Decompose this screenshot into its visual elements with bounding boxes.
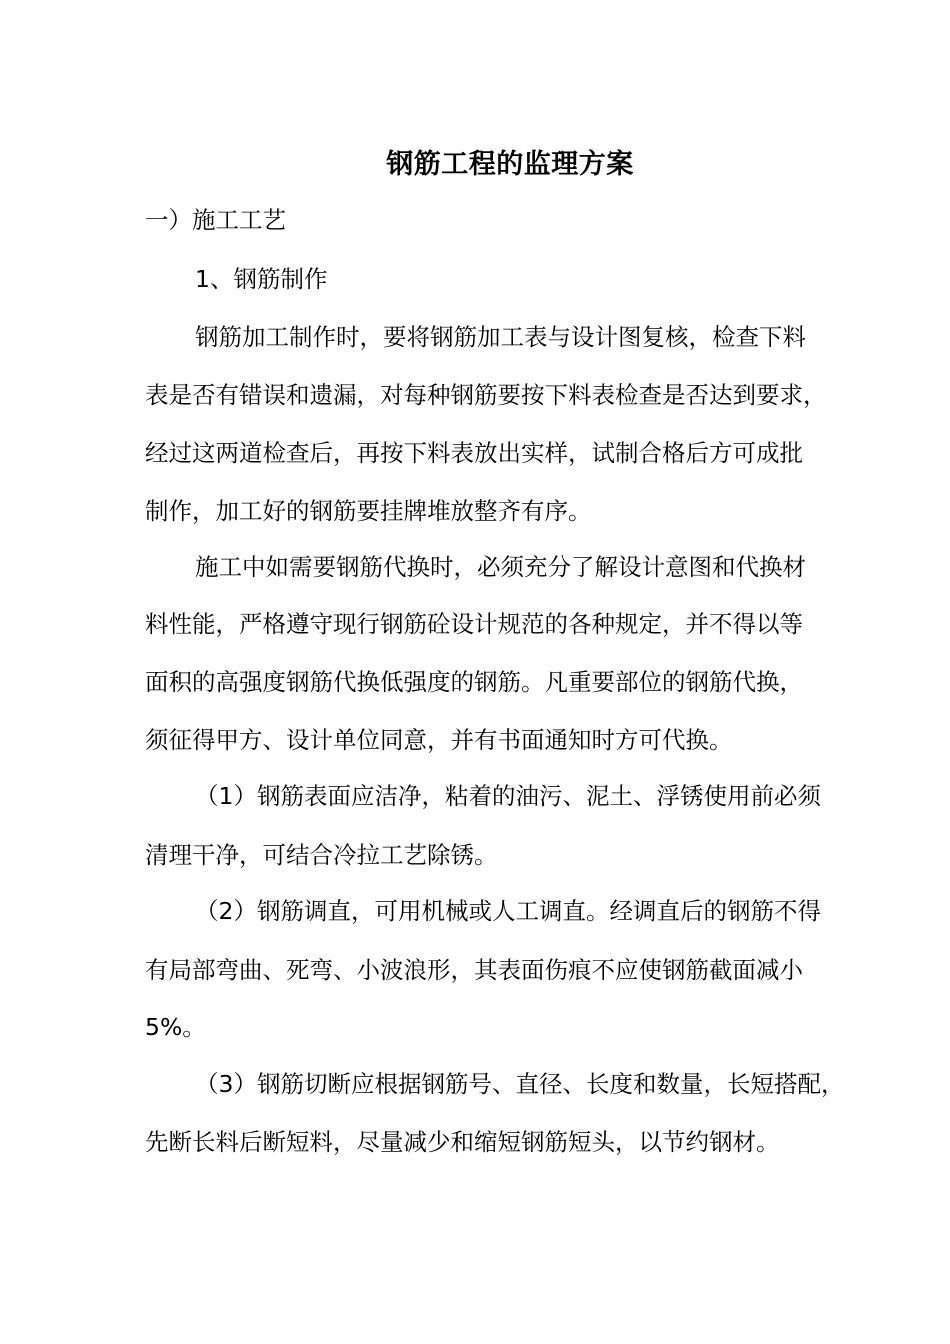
paragraph-line: 钢筋加工制作时，要将钢筋加工表与设计图复核，检查下料: [195, 323, 806, 351]
paragraph-line: 经过这两道检查后，再按下料表放出实样，试制合格后方可成批: [145, 439, 803, 467]
list-item-line: 有局部弯曲、死弯、小波浪形，其表面伤痕不应使钢筋截面减小: [145, 956, 803, 984]
paragraph-line: 施工中如需要钢筋代换时，必须充分了解设计意图和代换材: [195, 553, 806, 581]
paragraph-line: 须征得甲方、设计单位同意，并有书面通知时方可代换。: [145, 726, 733, 754]
list-item-line: （1）钢筋表面应洁净，粘着的油污、泥土、浮锈使用前必须: [195, 782, 821, 810]
document-title: 钢筋工程的监理方案: [386, 149, 634, 180]
list-item-line: 5%。: [145, 1013, 206, 1041]
paragraph-line: 制作，加工好的钢筋要挂牌堆放整齐有序。: [145, 497, 592, 525]
list-item-line: （2）钢筋调直，可用机械或人工调直。经调直后的钢筋不得: [195, 897, 821, 925]
paragraph-line: 面积的高强度钢筋代换低强度的钢筋。凡重要部位的钢筋代换，: [145, 668, 803, 696]
list-item-line: （3）钢筋切断应根据钢筋号、直径、长度和数量，长短搭配，: [195, 1070, 845, 1098]
section-heading: 一）施工工艺: [145, 206, 286, 234]
paragraph-line: 料性能，严格遵守现行钢筋砼设计规范的各种规定，并不得以等: [145, 610, 803, 638]
paragraph-line: 表是否有错误和遗漏，对每种钢筋要按下料表检查是否达到要求，: [145, 381, 827, 409]
list-item-line: 先断长料后断短料，尽量减少和缩短钢筋短头，以节约钢材。: [145, 1128, 780, 1156]
subsection-heading: 1、钢筋制作: [195, 265, 328, 293]
list-item-line: 清理干净，可结合冷拉工艺除锈。: [145, 841, 498, 869]
